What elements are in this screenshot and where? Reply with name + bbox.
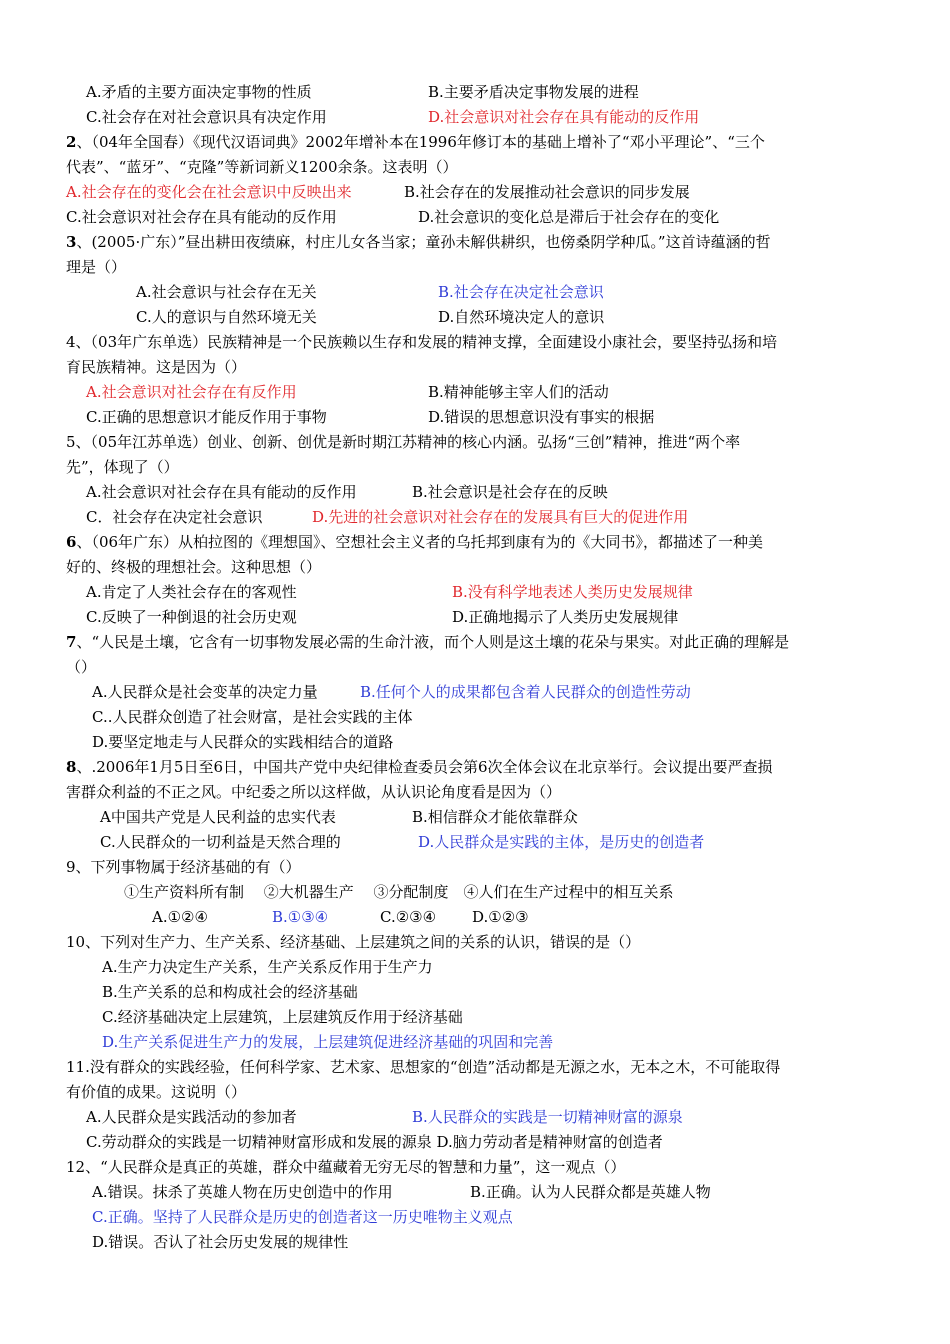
q8-option-c: C.人民群众的一切利益是天然合理的 (100, 833, 341, 851)
q3-number: 3 (66, 233, 77, 251)
q7-option-d: D.要坚定地走与人民群众的实践相结合的道路 (92, 733, 394, 751)
q4-option-d: D.错误的思想意识没有事实的根据 (428, 408, 655, 426)
q1-option-b: B.主要矛盾决定事物发展的进程 (428, 83, 639, 101)
q12-option-c-answer: C.正确。坚持了人民群众是历史的创造者这一历史唯物主义观点 (92, 1208, 513, 1226)
q11-stem-line1: 11.没有群众的实践经验，任何科学家、艺术家、思想家的“创造”活动都是无源之水，无本之木，不可能取得 (66, 1058, 781, 1076)
q6-option-d: D.正确地揭示了人类历史发展规律 (452, 608, 679, 626)
q2-option-d: D.社会意识的变化总是滞后于社会存在的变化 (418, 208, 720, 226)
q9-option-d: D.①②③ (472, 908, 529, 926)
q2-option-b: B.社会存在的发展推动社会意识的同步发展 (404, 183, 690, 201)
q10-option-d-answer: D.生产关系促进生产力的发展，上层建筑促进经济基础的巩固和完善 (102, 1033, 554, 1051)
q2-number: 2 (66, 133, 77, 151)
q8-stem-text: 、.2006年1月5日至6日，中国共产党中央纪律检查委员会第6次全体会议在北京举行。会议提出要严查损 (76, 758, 773, 776)
q2-stem-line2: 代表”、“蓝牙”、“克隆”等新词新义1200余条。这表明（） (66, 158, 458, 176)
q7-stem-line1 (66, 632, 789, 652)
q6-option-c: C.反映了一种倒退的社会历史观 (86, 608, 297, 626)
q7-stem-line2: （） (66, 658, 97, 676)
q8-option-a: A中国共产党是人民利益的忠实代表 (100, 808, 336, 826)
q3-stem-line1 (66, 232, 771, 252)
q9-items: ①生产资料所有制 ②大机器生产 ③分配制度 ④人们在生产过程中的相互关系 (124, 883, 674, 901)
q11-stem-line2: 有价值的成果。这说明（） (66, 1083, 247, 1101)
q5-option-a: A.社会意识对社会存在具有能动的反作用 (86, 483, 357, 501)
q8-stem-line1 (66, 757, 773, 777)
q12-option-a: A.错误。抹杀了英雄人物在历史创造中的作用 (92, 1183, 393, 1201)
q8-option-b: B.相信群众才能依靠群众 (412, 808, 578, 826)
q7-option-c: C..人民群众创造了社会财富，是社会实践的主体 (92, 708, 413, 726)
q4-option-a-answer: A.社会意识对社会存在有反作用 (86, 383, 297, 401)
q11-option-a: A.人民群众是实践活动的参加者 (86, 1108, 297, 1126)
q3-option-c: C.人的意识与自然环境无关 (136, 308, 317, 326)
q8-stem-line2: 害群众利益的不正之风。中纪委之所以这样做，从认识论角度看是因为（） (66, 783, 562, 801)
q10-option-c: C.经济基础决定上层建筑，上层建筑反作用于经济基础 (102, 1008, 463, 1026)
q9-option-c: C.②③④ (380, 908, 437, 926)
q10-option-b: B.生产关系的总和构成社会的经济基础 (102, 983, 358, 1001)
q5-option-c: C．社会存在决定社会意识 (86, 508, 263, 526)
q5-stem-line1: 5、（05年江苏单选）创业、创新、创优是新时期江苏精神的核心内涵。弘扬“三创”精神，推进“两个率 (66, 433, 741, 451)
q7-number: 7 (66, 633, 77, 651)
q6-option-a: A.肯定了人类社会存在的客观性 (86, 583, 297, 601)
q4-option-c: C.正确的思想意识才能反作用于事物 (86, 408, 327, 426)
q1-option-d-answer: D.社会意识对社会存在具有能动的反作用 (428, 108, 700, 126)
q10-stem: 10、下列对生产力、生产关系、经济基础、上层建筑之间的关系的认识，错误的是（） (66, 933, 641, 951)
q4-stem-line1: 4、（03年广东单选）民族精神是一个民族赖以生存和发展的精神支撑，全面建设小康社会，要坚持弘扬和培 (66, 333, 778, 351)
q4-option-b: B.精神能够主宰人们的活动 (428, 383, 609, 401)
q6-number: 6 (66, 533, 77, 551)
q4-stem-line2: 育民族精神。这是因为（） (66, 358, 247, 376)
q6-stem-line2: 好的、终极的理想社会。这种思想（） (66, 558, 322, 576)
q9-stem: 9、下列事物属于经济基础的有（） (66, 858, 301, 876)
q9-option-b-answer: B.①③④ (272, 908, 329, 926)
q6-stem-line1 (66, 532, 763, 552)
q12-option-b: B.正确。认为人民群众都是英雄人物 (470, 1183, 711, 1201)
q3-stem-text: 、(2005·广东）”昼出耕田夜绩麻，村庄儿女各当家；童孙未解供耕织，也傍桑阴学种瓜。”这首诗蕴涵的哲 (76, 233, 771, 251)
q6-stem-text: 、（06年广东）从柏拉图的《理想国》、空想社会主义者的乌托邦到康有为的《大同书》，都描述了一种美 (76, 533, 764, 551)
q7-stem-text: 、“人民是土壤，它含有一切事物发展必需的生命汁液，而个人则是这土壤的花朵与果实。对此正确的理解是 (76, 633, 790, 651)
q3-option-b-answer: B.社会存在决定社会意识 (438, 283, 604, 301)
q2-stem-text: 、（04年全国春）《现代汉语词典》2002年增补本在1996年修订本的基础上增补了“邓小平理论”、“三个 (76, 133, 765, 151)
q8-number: 8 (66, 758, 77, 776)
q3-option-d: D.自然环境决定人的意识 (438, 308, 605, 326)
q7-option-a: A.人民群众是社会变革的决定力量 (92, 683, 318, 701)
q5-option-b: B.社会意识是社会存在的反映 (412, 483, 608, 501)
q7-option-b-answer: B.任何个人的成果都包含着人民群众的创造性劳动 (360, 683, 691, 701)
q2-option-a-answer: A.社会存在的变化会在社会意识中反映出来 (66, 183, 352, 201)
q2-stem-line1 (66, 132, 765, 152)
q5-option-d-answer: D.先进的社会意识对社会存在的发展具有巨大的促进作用 (312, 508, 689, 526)
q11-option-b-answer: B.人民群众的实践是一切精神财富的源泉 (412, 1108, 683, 1126)
q2-option-c: C.社会意识对社会存在具有能动的反作用 (66, 208, 337, 226)
q3-stem-line2: 理是（） (66, 258, 127, 276)
q8-option-d-answer: D.人民群众是实践的主体，是历史的创造者 (418, 833, 705, 851)
q6-option-b-answer: B.没有科学地表述人类历史发展规律 (452, 583, 693, 601)
q12-stem: 12、“人民群众是真正的英雄，群众中蕴藏着无穷无尽的智慧和力量”，这一观点（） (66, 1158, 626, 1176)
q1-option-a: A.矛盾的主要方面决定事物的性质 (86, 83, 312, 101)
q12-option-d: D.错误。否认了社会历史发展的规律性 (92, 1233, 349, 1251)
q1-option-c: C.社会存在对社会意识具有决定作用 (86, 108, 327, 126)
q10-option-a: A.生产力决定生产关系，生产关系反作用于生产力 (102, 958, 433, 976)
q3-option-a: A.社会意识与社会存在无关 (136, 283, 317, 301)
q5-stem-line2: 先”，体现了（） (66, 458, 179, 476)
q9-option-a: A.①②④ (152, 908, 208, 926)
q11-option-c-d: C.劳动群众的实践是一切精神财富形成和发展的源泉 D.脑力劳动者是精神财富的创造者 (86, 1133, 663, 1151)
